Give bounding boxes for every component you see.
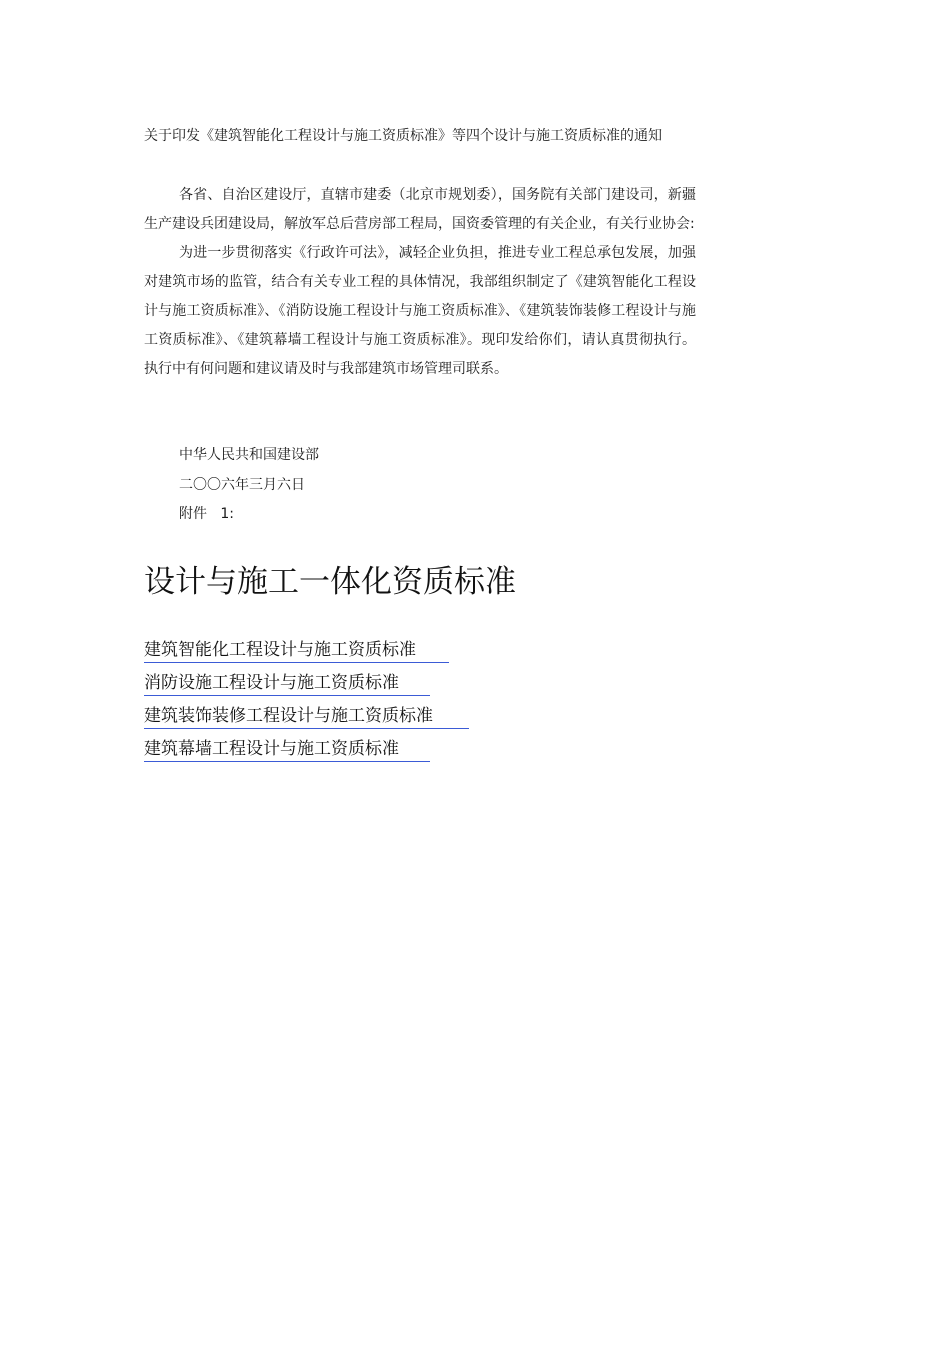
issue-date: 二〇〇六年三月六日 (179, 476, 305, 493)
notice-body (144, 181, 696, 384)
attachment-label: 附件 1: (179, 506, 234, 522)
signature-block (179, 441, 319, 530)
link-decoration-standard[interactable]: 建筑装饰装修工程设计与施工资质标准 (144, 704, 469, 729)
body-paragraph: 为进一步贯彻落实《行政许可法》，减轻企业负担，推进专业工程总承包发展，加强对建筑市场的监管，结合有关专业工程的具体情况，我部组织制定了《建筑智能化工程设计与施工资质标准》、《消防设施工程设计与施工资质标准》、《建筑装饰装修工程设计与施工资质标准》、《建筑幕墙工程设计与施工资质标准》。现印发给你们，请认真贯彻执行。执行中有何问题和建议请及时与我部建筑市场管理司联系。 (144, 245, 696, 377)
notice-title: 关于印发《建筑智能化工程设计与施工资质标准》等四个设计与施工资质标准的通知 (144, 128, 662, 144)
attachment-heading: 设计与施工一体化资质标准 (144, 564, 516, 600)
salutation-paragraph: 各省、自治区建设厅，直辖市建委（北京市规划委），国务院有关部门建设司，新疆生产建设兵团建设局，解放军总后营房部工程局，国资委管理的有关企业，有关行业协会: (144, 187, 696, 232)
link-fire-protection-standard[interactable]: 消防设施工程设计与施工资质标准 (144, 671, 430, 696)
standards-link-list (144, 638, 469, 770)
issuer-name: 中华人民共和国建设部 (179, 447, 319, 463)
link-curtain-wall-standard[interactable]: 建筑幕墙工程设计与施工资质标准 (144, 737, 430, 762)
link-intelligent-building-standard[interactable]: 建筑智能化工程设计与施工资质标准 (144, 638, 449, 663)
